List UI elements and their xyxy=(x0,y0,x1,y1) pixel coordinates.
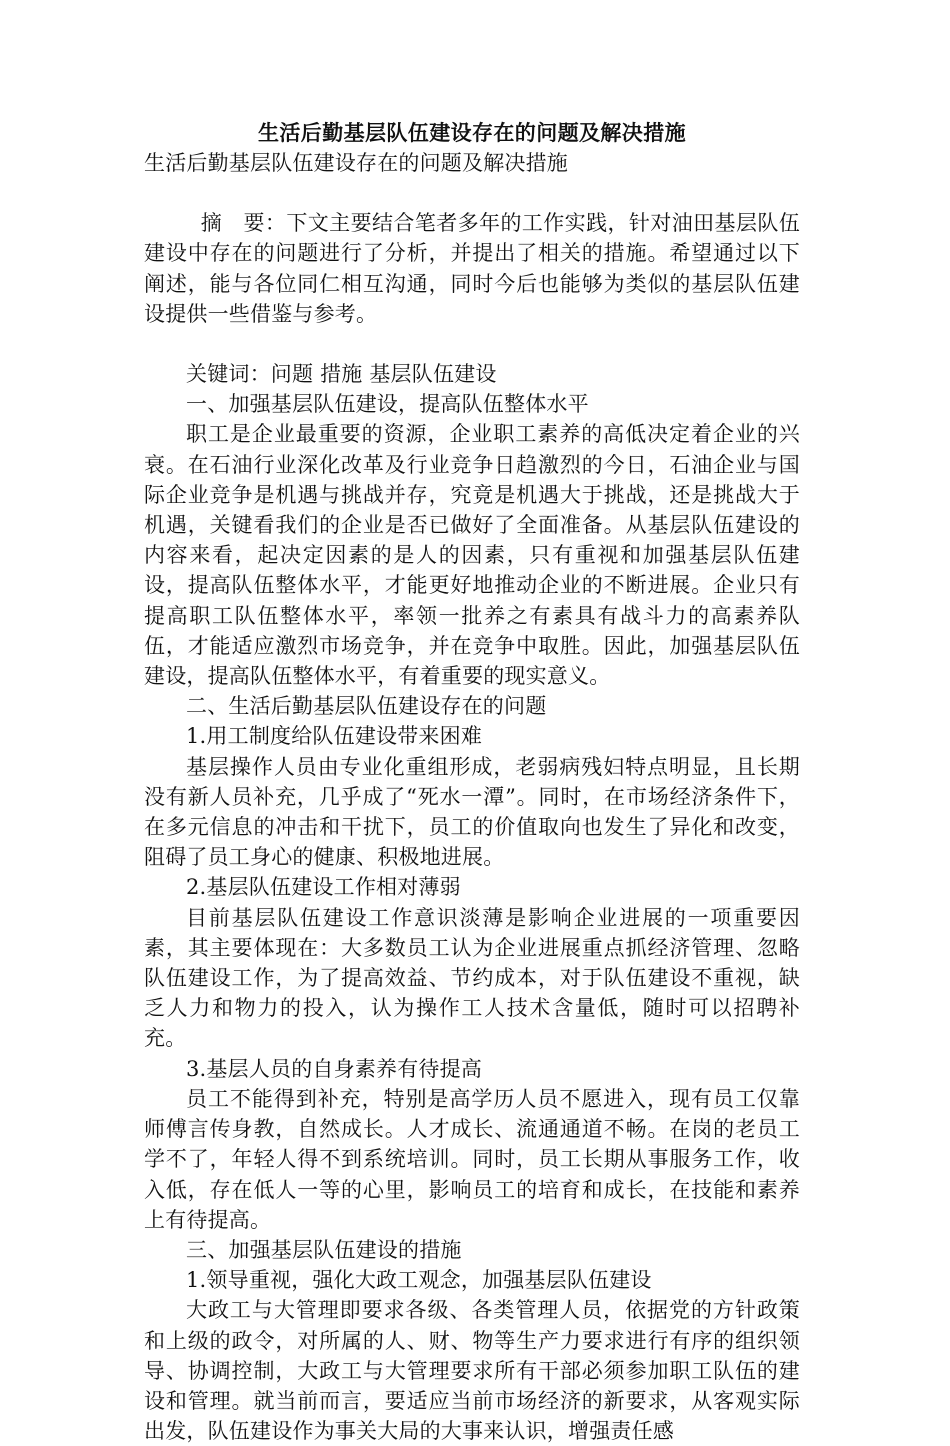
subsection-2-3-paragraph: 员工不能得到补充，特别是高学历人员不愿进入，现有员工仅靠师傅言传身教，自然成长。人才成长、流通通道不畅。在岗的老员工学不了，年轻人得不到系统培训。同时，员工长期从事服务工作，收入低，存在低人一等的心里，影响员工的培育和成长，在技能和素养上有待提高。 xyxy=(144,1086,800,1232)
abstract-paragraph: 摘 要：下文主要结合笔者多年的工作实践，针对油田基层队伍建设中存在的问题进行了分析，并提出了相关的措施。希望通过以下阐述，能与各位同仁相互沟通，同时今后也能够为类似的基层队伍建设提供一些借鉴与参考。 xyxy=(144,211,800,326)
section-heading-3: 三、加强基层队伍建设的措施 xyxy=(186,1237,462,1262)
subsection-3-1-paragraph: 大政工与大管理即要求各级、各类管理人员，依据党的方针政策和上级的政令，对所属的人、财、物等生产力要求进行有序的组织领导、协调控制，大政工与大管理要求所有干部必须参加职工队伍的建设和管理。就当前而言，要适应当前市场经济的新要求，从客观实际出发，队伍建设作为事关大局的大事来认识，增强责任感 xyxy=(144,1298,800,1444)
section-heading-2: 二、生活后勤基层队伍建设存在的问题 xyxy=(186,694,547,719)
section-heading-1: 一、加强基层队伍建设，提高队伍整体水平 xyxy=(186,392,589,417)
subsection-heading-2-3: 3.基层人员的自身素养有待提高 xyxy=(186,1056,483,1081)
keywords-line: 关键词：问题 措施 基层队伍建设 xyxy=(186,362,497,387)
subsection-2-2-paragraph: 目前基层队伍建设工作意识淡薄是影响企业进展的一项重要因素，其主要体现在：大多数员工认为企业进展重点抓经济管理、忽略队伍建设工作，为了提高效益、节约成本，对于队伍建设不重视，缺乏人力和物力的投入，认为操作工人技术含量低，随时可以招聘补充。 xyxy=(144,905,800,1051)
subsection-heading-3-1: 1.领导重视，强化大政工观念，加强基层队伍建设 xyxy=(186,1268,652,1293)
document-subtitle: 生活后勤基层队伍建设存在的问题及解决措施 xyxy=(144,151,568,175)
subsection-2-1-paragraph: 基层操作人员由专业化重组形成，老弱病残妇特点明显，且长期没有新人员补充，几乎成了“死水一潭”。同时，在市场经济条件下，在多元信息的冲击和干扰下，员工的价值取向也发生了异化和改变，阻碍了员工身心的健康、积极地进展。 xyxy=(144,754,800,870)
blank-line xyxy=(144,329,800,359)
document-page xyxy=(144,118,800,1446)
subsection-heading-2-2: 2.基层队伍建设工作相对薄弱 xyxy=(186,875,461,900)
subsection-heading-2-1: 1.用工制度给队伍建设带来困难 xyxy=(186,724,483,749)
document-title: 生活后勤基层队伍建设存在的问题及解决措施 xyxy=(258,121,686,145)
section-1-paragraph: 职工是企业最重要的资源，企业职工素养的高低决定着企业的兴衰。在石油行业深化改革及行业竞争日趋激烈的今日，石油企业与国际企业竞争是机遇与挑战并存，究竟是机遇大于挑战，还是挑战大于机遇，关键看我们的企业是否已做好了全面准备。从基层队伍建设的内容来看，起决定因素的是人的因素，只有重视和加强基层队伍建设，提高队伍整体水平，才能更好地推动企业的不断进展。企业只有提高职工队伍整体水平，率领一批养之有素具有战斗力的高素养队伍，才能适应激烈市场竞争，并在竞争中取胜。因此，加强基层队伍建设，提高队伍整体水平，有着重要的现实意义。 xyxy=(144,422,800,689)
